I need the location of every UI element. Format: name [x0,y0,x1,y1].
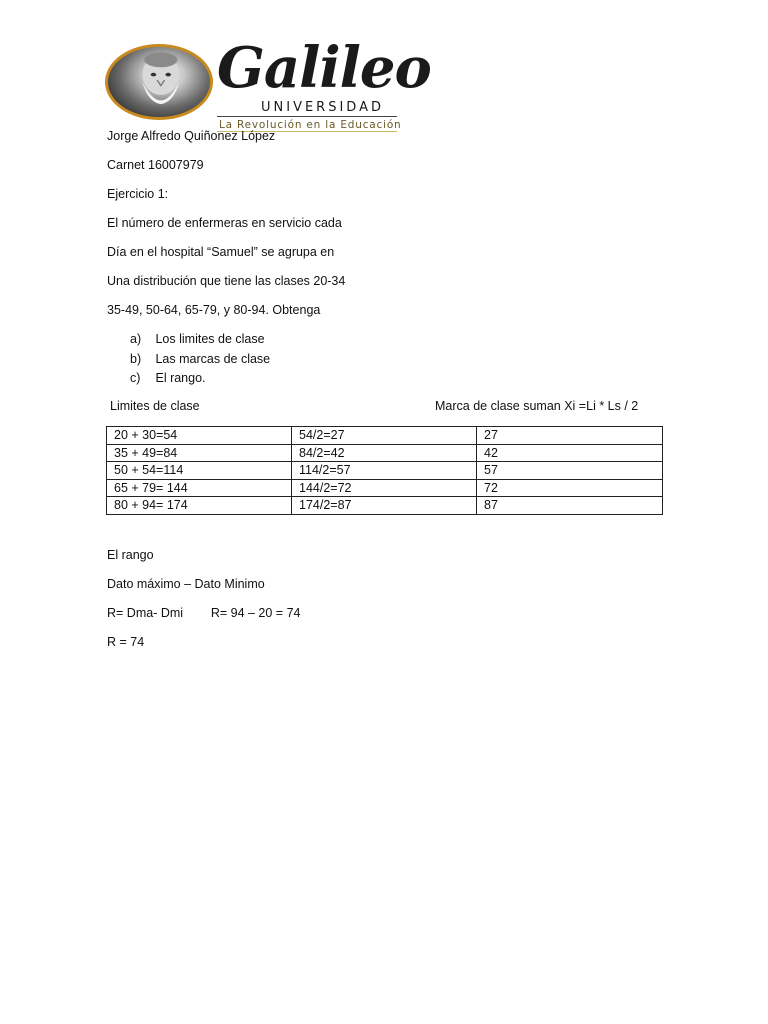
table-header-right: Marca de clase suman Xi =Li * Ls / 2 [435,399,639,413]
table-cell: 80 + 94= 174 [107,497,292,515]
problem-line: Una distribución que tiene las clases 20-34 [107,274,346,288]
table-cell: 42 [477,444,663,462]
student-name: Jorge Alfredo Quiñonez López [107,129,276,143]
exercise-title: Ejercicio 1: [107,187,169,201]
table-cell: 27 [477,427,663,445]
table-cell: 114/2=57 [292,462,477,480]
table-cell: 54/2=27 [292,427,477,445]
table-row [107,497,663,515]
table-cell: 72 [477,479,663,497]
list-item [130,332,270,352]
table-cell: 20 + 30=54 [107,427,292,445]
task-list [130,332,270,391]
portrait-drawing [108,47,210,117]
problem-line: 35-49, 50-64, 65-79, y 80-94. Obtenga [107,303,321,317]
range-result: R = 74 [107,635,145,649]
list-item-label: c) [130,371,141,385]
logo-divider-top [217,116,397,117]
table-cell: 50 + 54=114 [107,462,292,480]
range-definition: Dato máximo – Dato Minimo [107,577,265,591]
class-table [106,426,663,515]
problem-line: El número de enfermeras en servicio cada [107,216,342,230]
galileo-portrait-icon [105,44,213,120]
problem-line: Día en el hospital “Samuel” se agrupa en [107,245,335,259]
galileo-logo [105,35,431,134]
table-cell: 57 [477,462,663,480]
list-item-text: El rango. [155,371,206,385]
table-cell: 35 + 49=84 [107,444,292,462]
table-cell: 65 + 79= 144 [107,479,292,497]
table-header-left: Limites de clase [110,399,200,413]
range-title: El rango [107,548,154,562]
list-item-text: Los limites de clase [155,332,265,346]
list-item-label: b) [130,351,142,366]
table-cell: 174/2=87 [292,497,477,515]
student-carnet: Carnet 16007979 [107,158,204,172]
table-row [107,479,663,497]
table-row [107,462,663,480]
range-formula: R= Dma- Dmi R= 94 – 20 = 74 [107,606,301,620]
table-row [107,444,663,462]
logo-subtitle: UNIVERSIDAD [261,100,384,115]
list-item [130,352,270,372]
table-cell: 87 [477,497,663,515]
table-cell: 144/2=72 [292,479,477,497]
list-item-text: Las marcas de clase [155,351,271,366]
logo-wordmark: Galileo [217,35,431,101]
table-cell: 84/2=42 [292,444,477,462]
table-row [107,427,663,445]
list-item-label: a) [130,332,142,346]
list-item [130,371,270,391]
logo-tagline: La Revolución en la Educación [219,119,402,131]
